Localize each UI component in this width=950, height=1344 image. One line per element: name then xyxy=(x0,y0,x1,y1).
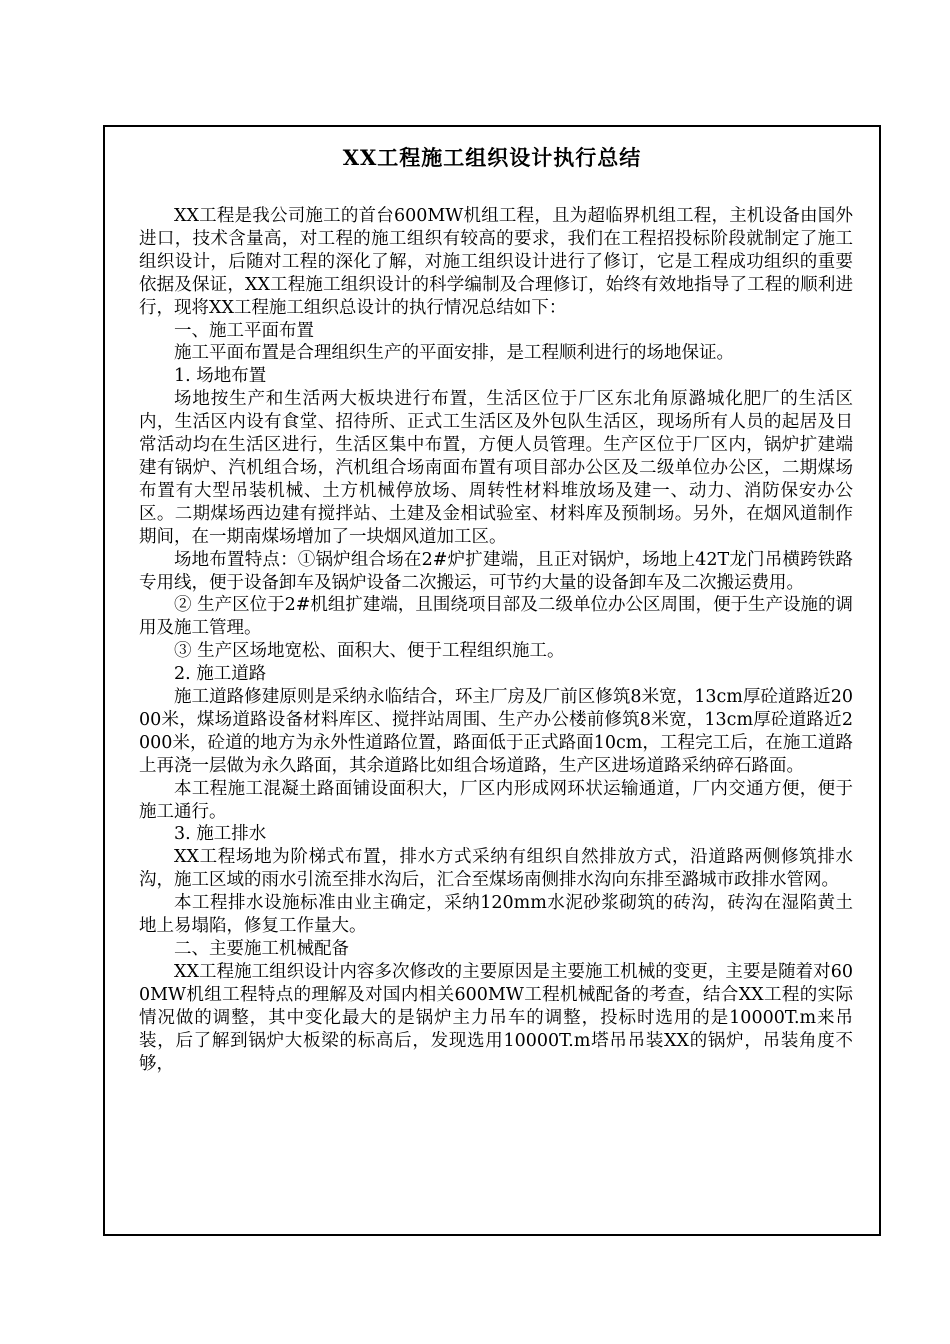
paragraph: ② 生产区位于2#机组扩建端，且围绕项目部及二级单位办公区周围，便于生产设施的调用及施工管理。 xyxy=(139,595,853,639)
subsection-heading-roads: 2. 施工道路 xyxy=(174,664,267,685)
paragraph: 施工道路修建原则是采纳永临结合，环主厂房及厂前区修筑8米宽，13cm厚砼道路近2000米，煤场道路设备材料库区、搅拌站周围、生产办公楼前修筑8米宽，13cm厚砼道路近2000米，砼道的地方为永外性道路位置，路面低于正式路面10cm，工程完工后，在施工道路上再浇一层做为永久路面，其余道路比如组合场道路，生产区进场道路采纳碎石路面。 xyxy=(139,687,853,776)
paragraph: 施工平面布置是合理组织生产的平面安排，是工程顺利进行的场地保证。 xyxy=(174,343,734,364)
subsection-heading-drainage: 3. 施工排水 xyxy=(174,824,267,845)
paragraph: 场地布置特点：①锅炉组合场在2#炉扩建端，且正对锅炉，场地上42T龙门吊横跨铁路专用线，便于设备卸车及锅炉设备二次搬运，可节约大量的设备卸车及二次搬运费用。 xyxy=(139,549,853,593)
paragraph: 场地按生产和生活两大板块进行布置，生活区位于厂区东北角原潞城化肥厂的生活区内，生活区内设有食堂、招待所、正式工生活区及外包队生活区，现场所有人员的起居及日常活动均在生活区进行，生活区集中布置，方便人员管理。生产区位于厂区内，锅炉扩建端建有锅炉、汽机组合场，汽机组合场南面布置有项目部办公区及二级单位办公区，二期煤场布置有大型吊装机械、土方机械停放场、周转性材料堆放场及建一、动力、消防保安办公区。二期煤场西边建有搅拌站、土建及金相试验室、材料库及预制场。另外，在烟风道制作期间，在一期南煤场增加了一块烟风道加工区。 xyxy=(139,389,853,547)
paragraph: XX工程场地为阶梯式布置，排水方式采纳有组织自然排放方式，沿道路两侧修筑排水沟，施工区域的雨水引流至排水沟后，汇合至煤场南侧排水沟向东排至潞城市政排水管网。 xyxy=(139,847,853,891)
paragraph: XX工程施工组织设计内容多次修改的主要原因是主要施工机械的变更，主要是随着对600MW机组工程特点的理解及对国内相关600MW工程机械配备的考查，结合XX工程的实际情况做的调整，其中变化最大的是锅炉主力吊车的调整，投标时选用的是10000T.m来吊装，后了解到锅炉大板梁的标高后，发现选用10000T.m塔吊吊装XX的锅炉，吊装角度不够， xyxy=(139,961,853,1074)
subsection-heading-site-arrangement: 1. 场地布置 xyxy=(174,366,267,387)
paragraph: 本工程排水设施标准由业主确定，采纳120mm水泥砂浆砌筑的砖沟，砖沟在湿陷黄土地上易塌陷，修复工作量大。 xyxy=(139,893,853,937)
paragraph-intro: XX工程是我公司施工的首台600MW机组工程，且为超临界机组工程，主机设备由国外进口，技术含量高，对工程的施工组织有较高的要求，我们在工程招投标阶段就制定了施工组织设计，后随对工程的深化了解，对施工组织设计进行了修订，它是工程成功组织的重要依据及保证，XX工程施工组织设计的科学编制及合理修订，始终有效地指导了工程的顺利进行，现将XX工程施工组织总设计的执行情况总结如下： xyxy=(139,206,853,318)
paragraph: ③ 生产区场地宽松、面积大、便于工程组织施工。 xyxy=(174,641,565,662)
document-title: XX工程施工组织设计执行总结 xyxy=(342,145,642,170)
document-body xyxy=(139,205,853,1075)
section-heading-site-layout: 一、施工平面布置 xyxy=(174,320,314,341)
paragraph: 本工程施工混凝土路面铺设面积大，厂区内形成网环状运输通道，厂内交通方便，便于施工通行。 xyxy=(139,778,853,822)
document-frame xyxy=(103,125,881,1236)
section-heading-machinery: 二、主要施工机械配备 xyxy=(174,939,349,959)
